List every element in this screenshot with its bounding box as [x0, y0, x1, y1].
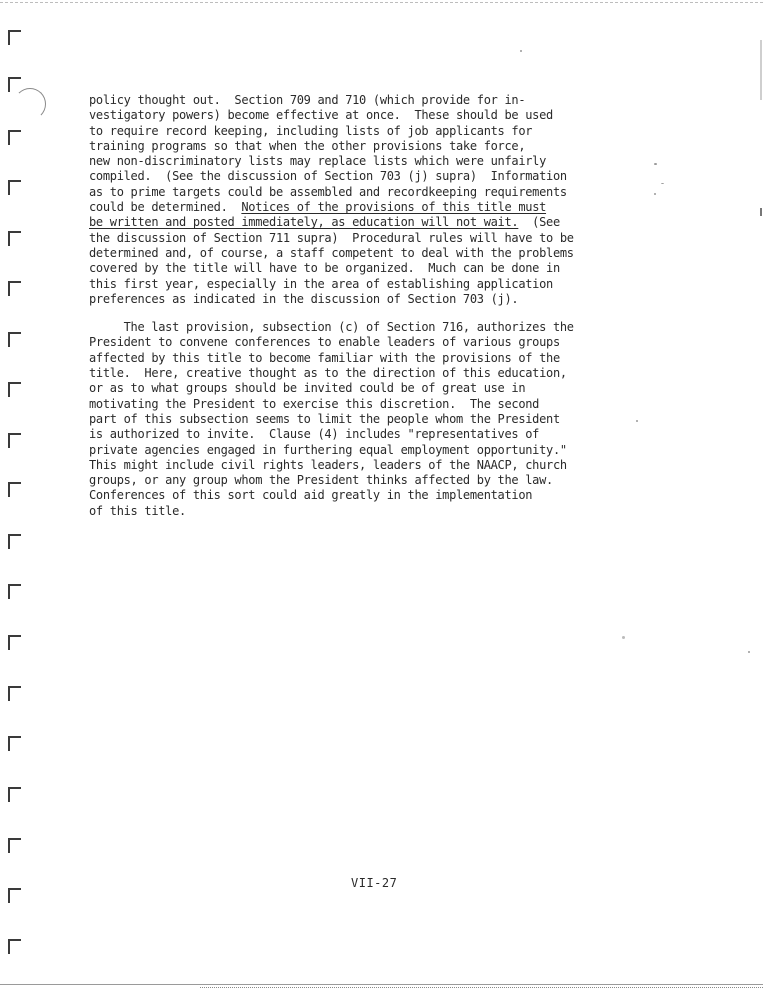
binder-mark [8, 939, 21, 954]
scan-speck [654, 193, 656, 195]
text-line: policy thought out. Section 709 and 710 (which provide for in- [89, 93, 526, 107]
scan-speck [654, 163, 657, 165]
scan-speck [520, 50, 522, 52]
bottom-edge-dots [200, 987, 763, 988]
text-line [89, 215, 629, 230]
text-line: to require record keeping, including lists of job applicants for [89, 123, 533, 138]
text-line: this first year, especially in the area of establishing application [89, 276, 553, 291]
text-line: of this title. [89, 503, 186, 518]
binder-mark [8, 130, 21, 145]
binder-mark [8, 180, 21, 195]
scan-edge-mark [760, 40, 762, 100]
bottom-edge-line [0, 984, 763, 985]
binder-mark [8, 635, 21, 650]
text-line: Conferences of this sort could aid greatly in the implementation [89, 488, 533, 503]
text-line: This might include civil rights leaders, leaders of the NAACP, church [89, 457, 567, 472]
text-line: affected by this title to become familiar with the provisions of the [89, 350, 560, 365]
binder-mark [8, 482, 21, 497]
scan-edge-mark [760, 208, 762, 216]
binder-mark [8, 382, 21, 397]
scan-speck [748, 651, 750, 653]
binder-mark [8, 77, 21, 92]
binder-mark [8, 736, 21, 751]
binder-mark [8, 281, 21, 296]
text-line: President to convene conferences to enable leaders of various groups [89, 335, 560, 350]
punch-hole-shadow [14, 88, 46, 120]
binder-mark [8, 433, 21, 448]
scan-speck [636, 420, 638, 422]
text-line: vestigatory powers) become effective at once. These should be used [89, 108, 553, 123]
binder-mark [8, 534, 21, 549]
text-line: determined and, of course, a staff competent to deal with the problems [89, 245, 574, 260]
text-segment: could be determined. [89, 200, 228, 215]
text-line: new non-discriminatory lists may replace lists which were unfairly [89, 154, 547, 169]
scan-speck [622, 636, 625, 639]
top-edge-line [0, 2, 763, 3]
text-line: as to prime targets could be assembled and recordkeeping requirements [89, 184, 567, 199]
text-line: training programs so that when the other provisions take force, [89, 138, 526, 153]
text-line: private agencies engaged in furthering equal employment opportunity." [89, 442, 567, 457]
text-line: or as to what groups should be invited could be of great use in [89, 381, 526, 396]
text-line: covered by the title will have to be organized. Much can be done in [89, 261, 560, 276]
underlined-notice-text: Notices of the provisions of this title must [241, 200, 547, 215]
text-line: motivating the President to exercise this discretion. The second [89, 396, 540, 411]
text-line: The last provision, subsection (c) of Section 716, authorizes the [89, 320, 574, 335]
text-line: preferences as indicated in the discussion of Section 703 (j). [89, 291, 519, 306]
binder-mark [8, 686, 21, 701]
text-line [89, 200, 629, 215]
body-text [89, 93, 629, 519]
text-line: is authorized to invite. Clause (4) includes "representatives of [89, 427, 540, 442]
text-line: part of this subsection seems to limit the people whom the President [89, 411, 560, 426]
binder-mark [8, 888, 21, 903]
binder-mark [8, 584, 21, 599]
text-line: title. Here, creative thought as to the direction of this education, [89, 366, 567, 381]
scan-speck [661, 183, 664, 184]
text-segment: (See [518, 215, 560, 230]
underlined-notice-text: be written and posted immediately, as education will not wait. [89, 215, 519, 230]
binder-mark [8, 231, 21, 246]
text-line: groups, or any group whom the President thinks affected by the law. [89, 473, 553, 488]
page-number: VII-27 [351, 876, 398, 890]
text-line: the discussion of Section 711 supra) Procedural rules will have to be [89, 230, 574, 245]
text-line: compiled. (See the discussion of Section 703 (j) supra) Information [89, 169, 567, 184]
binder-mark [8, 30, 21, 45]
binder-mark [8, 332, 21, 347]
paragraph-gap [89, 307, 629, 320]
binder-mark [8, 787, 21, 802]
binder-mark [8, 838, 21, 853]
